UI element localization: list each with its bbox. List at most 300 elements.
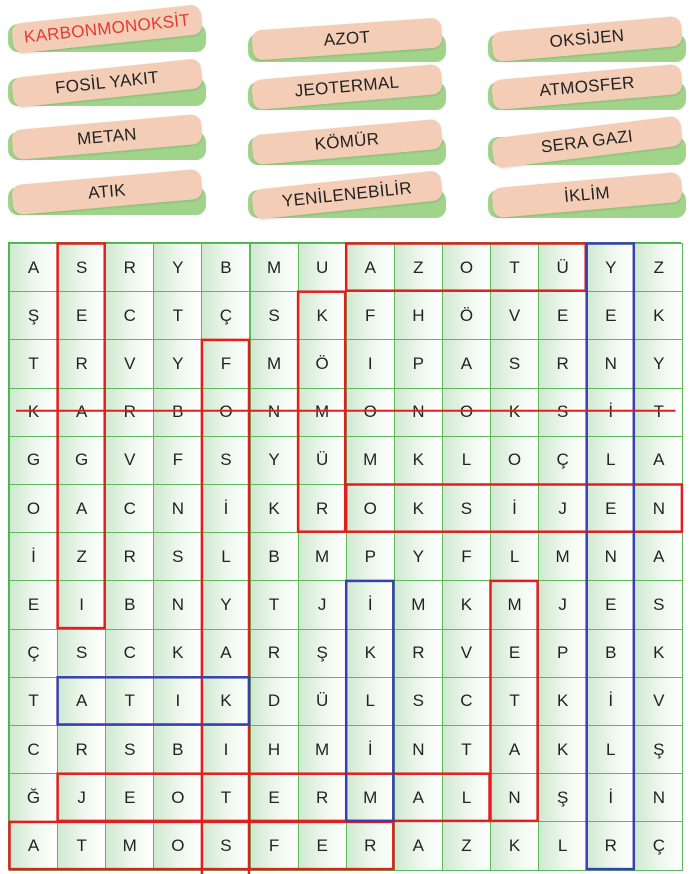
grid-letter: L [606, 450, 616, 470]
grid-cell[interactable] [346, 532, 395, 581]
grid-cell[interactable] [153, 484, 202, 533]
grid-cell[interactable] [586, 243, 635, 292]
grid-cell[interactable] [538, 339, 587, 388]
grid-cell[interactable] [9, 291, 58, 340]
grid-cell[interactable] [57, 821, 106, 870]
grid-cell[interactable] [298, 773, 347, 822]
grid-cell[interactable] [250, 291, 299, 340]
grid-cell[interactable] [105, 821, 154, 870]
grid-letter: O [171, 787, 185, 807]
grid-cell[interactable] [201, 436, 250, 485]
grid-cell[interactable] [442, 388, 491, 437]
grid-letter: R [123, 546, 136, 566]
grid-letter: U [316, 257, 329, 277]
grid-cell[interactable] [586, 677, 635, 726]
grid-cell[interactable] [57, 484, 106, 533]
grid-cell[interactable] [201, 291, 250, 340]
grid-letter: M [315, 739, 330, 759]
word-tag [488, 22, 688, 64]
grid-cell[interactable] [105, 436, 154, 485]
grid-letter: T [653, 402, 665, 422]
grid-letter: R [604, 835, 617, 855]
grid-letter: M [363, 787, 378, 807]
grid-letter: S [75, 643, 88, 663]
grid-letter: E [605, 498, 617, 518]
grid-letter: T [461, 739, 472, 759]
grid-cell[interactable] [153, 532, 202, 581]
grid-cell[interactable] [586, 725, 635, 774]
grid-cell[interactable] [394, 821, 443, 870]
grid-letter: S [75, 257, 88, 277]
grid-letter: Ö [315, 353, 329, 373]
grid-cell[interactable] [442, 291, 491, 340]
grid-cell[interactable] [57, 629, 106, 678]
grid-cell[interactable] [346, 436, 395, 485]
grid-cell[interactable] [394, 677, 443, 726]
grid-cell[interactable] [298, 291, 347, 340]
grid-cell[interactable] [442, 484, 491, 533]
grid-cell[interactable] [346, 677, 395, 726]
grid-letter: B [172, 402, 184, 422]
word-tag [8, 120, 208, 162]
grid-letter: Ğ [26, 787, 41, 807]
grid-cell[interactable] [490, 339, 539, 388]
grid-cell[interactable] [298, 339, 347, 388]
puzzle-grid [8, 242, 681, 869]
grid-cell[interactable] [250, 725, 299, 774]
grid-letter: K [364, 643, 376, 663]
grid-cell[interactable] [201, 484, 250, 533]
grid-cell[interactable] [153, 388, 202, 437]
word-tag-label: ATIK [87, 180, 127, 203]
grid-letter: C [27, 739, 40, 759]
grid-letter: R [316, 787, 329, 807]
grid-letter: A [27, 835, 40, 855]
grid-letter: S [653, 594, 665, 614]
grid-letter: Ç [27, 643, 40, 663]
grid-letter: L [509, 546, 520, 566]
grid-letter: S [268, 305, 280, 325]
grid-letter: N [652, 498, 665, 518]
grid-cell[interactable] [490, 291, 539, 340]
grid-letter: T [268, 594, 280, 614]
grid-cell[interactable] [9, 484, 58, 533]
grid-letter: R [75, 353, 88, 373]
grid-letter: K [508, 835, 521, 855]
grid-cell[interactable] [442, 629, 491, 678]
grid-letter: Ş [27, 305, 40, 325]
grid-letter: E [508, 643, 521, 663]
word-tag-label: KARBONMONOKSİT [23, 10, 191, 47]
grid-letter: O [507, 450, 522, 470]
grid-cell[interactable] [9, 436, 58, 485]
grid-cell[interactable] [57, 580, 106, 629]
grid-letter: C [460, 691, 473, 711]
grid-letter: N [604, 353, 617, 373]
grid-cell[interactable] [298, 484, 347, 533]
grid-letter: B [172, 739, 184, 759]
grid-letter: K [172, 643, 184, 663]
grid-letter: S [220, 450, 232, 470]
grid-cell[interactable] [586, 580, 635, 629]
grid-letter: S [460, 498, 473, 518]
word-tag-label: KÖMÜR [313, 129, 381, 154]
grid-letter: L [461, 787, 472, 807]
grid-cell[interactable] [634, 773, 683, 822]
grid-cell[interactable] [105, 580, 154, 629]
grid-letter: N [604, 546, 617, 566]
grid-cell[interactable] [298, 243, 347, 292]
grid-cell[interactable] [346, 580, 395, 629]
word-tag [8, 175, 208, 217]
grid-cell[interactable] [105, 484, 154, 533]
grid-letter: E [75, 305, 88, 325]
grid-cell[interactable] [57, 725, 106, 774]
grid-cell[interactable] [9, 629, 58, 678]
grid-cell[interactable] [586, 773, 635, 822]
grid-letter: N [171, 594, 184, 614]
grid-letter: İ [367, 594, 373, 614]
grid-cell[interactable] [346, 339, 395, 388]
grid-cell[interactable] [298, 580, 347, 629]
grid-cell[interactable] [250, 484, 299, 533]
grid-cell[interactable] [538, 821, 587, 870]
grid-cell[interactable] [153, 291, 202, 340]
grid-cell[interactable] [250, 243, 299, 292]
grid-cell[interactable] [490, 677, 539, 726]
grid-cell[interactable] [538, 725, 587, 774]
grid-cell[interactable] [298, 629, 347, 678]
grid-cell[interactable] [538, 484, 587, 533]
grid-cell[interactable] [490, 773, 539, 822]
grid-letter: O [26, 498, 41, 518]
grid-cell[interactable] [394, 532, 443, 581]
grid-cell[interactable] [9, 725, 58, 774]
grid-cell[interactable] [394, 436, 443, 485]
grid-letter: İ [223, 498, 229, 518]
grid-cell[interactable] [346, 243, 395, 292]
grid-cell[interactable] [442, 532, 491, 581]
grid-letter: A [653, 546, 665, 566]
grid-cell[interactable] [153, 677, 202, 726]
grid-cell[interactable] [538, 773, 587, 822]
grid-cell[interactable] [250, 629, 299, 678]
grid-cell[interactable] [105, 677, 154, 726]
grid-letter: L [606, 739, 616, 759]
grid-cell[interactable] [538, 629, 587, 678]
grid-letter: O [219, 402, 233, 422]
grid-cell[interactable] [442, 339, 491, 388]
grid-cell[interactable] [586, 629, 635, 678]
grid-letter: İ [608, 402, 614, 422]
grid-cell[interactable] [298, 388, 347, 437]
grid-cell[interactable] [394, 773, 443, 822]
word-tag-label: OKSİJEN [548, 25, 626, 52]
grid-letter: A [460, 353, 473, 373]
grid-letter: I [79, 594, 84, 614]
grid-cell[interactable] [250, 436, 299, 485]
grid-letter: N [652, 787, 665, 807]
grid-letter: H [267, 739, 281, 759]
grid-cell[interactable] [490, 484, 539, 533]
grid-cell[interactable] [634, 821, 683, 870]
grid-cell[interactable] [586, 484, 635, 533]
grid-letter: F [268, 835, 280, 855]
grid-cell[interactable] [9, 339, 58, 388]
grid-cell[interactable] [442, 821, 491, 870]
word-tag-label: SERA GAZI [539, 126, 634, 157]
grid-letter: O [459, 402, 474, 422]
grid-cell[interactable] [250, 677, 299, 726]
grid-letter: Ü [556, 257, 569, 277]
grid-cell[interactable] [346, 291, 395, 340]
grid-cell[interactable] [153, 339, 202, 388]
grid-cell[interactable] [250, 580, 299, 629]
word-tag-label: JEOTERMAL [293, 72, 400, 101]
grid-cell[interactable] [442, 773, 491, 822]
grid-cell[interactable] [586, 339, 635, 388]
grid-cell[interactable] [57, 243, 106, 292]
grid-cell[interactable] [490, 629, 539, 678]
grid-letter: G [75, 450, 89, 470]
grid-cell[interactable] [394, 629, 443, 678]
grid-cell[interactable] [201, 821, 250, 870]
grid-cell[interactable] [634, 291, 683, 340]
grid-cell[interactable] [250, 773, 299, 822]
grid-cell[interactable] [490, 821, 539, 870]
grid-cell[interactable] [105, 629, 154, 678]
grid-cell[interactable] [634, 725, 683, 774]
grid-cell[interactable] [105, 725, 154, 774]
grid-cell[interactable] [442, 436, 491, 485]
grid-letter: L [221, 546, 231, 566]
grid-cell[interactable] [153, 436, 202, 485]
grid-cell[interactable] [9, 532, 58, 581]
grid-cell[interactable] [201, 339, 250, 388]
grid-cell[interactable] [201, 629, 250, 678]
grid-letter: T [28, 691, 39, 711]
grid-cell[interactable] [586, 821, 635, 870]
grid-cell[interactable] [298, 725, 347, 774]
grid-letter: F [220, 353, 232, 373]
grid-letter: M [363, 450, 378, 470]
grid-cell[interactable] [105, 388, 154, 437]
grid-cell[interactable] [105, 339, 154, 388]
word-tag-label: YENİLENEBİLİR [281, 178, 413, 211]
grid-letter: J [558, 498, 567, 518]
grid-letter: K [508, 402, 521, 422]
grid-letter: S [124, 739, 136, 759]
grid-cell[interactable] [490, 725, 539, 774]
grid-letter: Ş [653, 739, 665, 759]
grid-cell[interactable] [442, 725, 491, 774]
grid-cell[interactable] [634, 580, 683, 629]
grid-cell[interactable] [57, 339, 106, 388]
grid-cell[interactable] [153, 725, 202, 774]
grid-cell[interactable] [634, 243, 683, 292]
grid-cell[interactable] [153, 580, 202, 629]
grid-cell[interactable] [105, 243, 154, 292]
grid-cell[interactable] [298, 821, 347, 870]
grid-cell[interactable] [346, 388, 395, 437]
grid-cell[interactable] [153, 773, 202, 822]
grid-letter: B [605, 643, 617, 663]
grid-cell[interactable] [394, 388, 443, 437]
grid-letter: E [556, 305, 569, 325]
grid-letter: V [460, 643, 473, 663]
grid-cell[interactable] [394, 291, 443, 340]
grid-letter: C [123, 498, 136, 518]
grid-cell[interactable] [394, 725, 443, 774]
grid-letter: Ü [316, 450, 329, 470]
grid-letter: K [653, 643, 665, 663]
grid-cell[interactable] [250, 388, 299, 437]
grid-letter: B [220, 257, 232, 277]
grid-cell[interactable] [442, 243, 491, 292]
grid-letter: K [316, 305, 328, 325]
word-list [0, 0, 692, 240]
grid-letter: A [653, 450, 665, 470]
grid-cell[interactable] [57, 291, 106, 340]
grid-cell[interactable] [57, 532, 106, 581]
grid-letter: Y [172, 353, 184, 373]
grid-letter: O [363, 498, 377, 518]
grid-cell[interactable] [538, 532, 587, 581]
grid-cell[interactable] [490, 532, 539, 581]
grid-cell[interactable] [298, 436, 347, 485]
grid-letter: T [124, 691, 135, 711]
grid-cell[interactable] [201, 725, 250, 774]
grid-cell[interactable] [153, 821, 202, 870]
grid-letter: Ç [219, 305, 233, 325]
grid-cell[interactable] [634, 388, 683, 437]
grid-letter: I [175, 691, 181, 711]
grid-cell[interactable] [394, 243, 443, 292]
grid-cell[interactable] [9, 243, 58, 292]
grid-cell[interactable] [634, 677, 683, 726]
grid-letter: L [557, 835, 568, 855]
grid-cell[interactable] [394, 339, 443, 388]
grid-letter: N [267, 402, 281, 422]
grid-cell[interactable] [634, 436, 683, 485]
grid-cell[interactable] [442, 677, 491, 726]
grid-cell[interactable] [538, 243, 587, 292]
grid-letter: Ö [459, 305, 474, 325]
grid-letter: Ç [556, 450, 569, 470]
grid-cell[interactable] [57, 677, 106, 726]
grid-cell[interactable] [250, 532, 299, 581]
grid-letter: E [124, 787, 136, 807]
grid-cell[interactable] [201, 243, 250, 292]
grid-cell[interactable] [586, 291, 635, 340]
grid-cell[interactable] [394, 484, 443, 533]
grid-letter: A [412, 787, 425, 807]
grid-cell[interactable] [9, 773, 58, 822]
grid-letter: K [460, 594, 473, 614]
grid-letter: R [123, 257, 136, 277]
grid-letter: L [365, 691, 375, 711]
grid-letter: R [364, 835, 377, 855]
grid-cell[interactable] [250, 821, 299, 870]
grid-letter: P [364, 546, 376, 566]
grid-letter: R [75, 739, 88, 759]
grid-letter: Y [605, 257, 617, 277]
grid-cell[interactable] [346, 484, 395, 533]
grid-cell[interactable] [9, 580, 58, 629]
grid-cell[interactable] [394, 580, 443, 629]
grid-cell[interactable] [153, 243, 202, 292]
grid-letter: M [266, 257, 282, 277]
grid-cell[interactable] [538, 580, 587, 629]
grid-letter: M [507, 594, 522, 614]
grid-cell[interactable] [346, 725, 395, 774]
grid-cell[interactable] [538, 388, 587, 437]
grid-letter: R [316, 498, 329, 518]
grid-cell[interactable] [201, 532, 250, 581]
grid-cell[interactable] [57, 773, 106, 822]
grid-letter: Ş [556, 787, 569, 807]
grid-letter: N [171, 498, 184, 518]
grid-cell[interactable] [538, 677, 587, 726]
grid-cell[interactable] [538, 291, 587, 340]
grid-letter: Y [653, 353, 665, 373]
grid-letter: F [461, 546, 472, 566]
grid-cell[interactable] [538, 436, 587, 485]
grid-cell[interactable] [346, 821, 395, 870]
grid-letter: Ç [652, 835, 665, 855]
grid-cell[interactable] [153, 629, 202, 678]
grid-cell[interactable] [9, 677, 58, 726]
grid-cell[interactable] [490, 243, 539, 292]
grid-letter: R [123, 402, 136, 422]
grid-cell[interactable] [490, 388, 539, 437]
grid-cell[interactable] [442, 580, 491, 629]
grid-cell[interactable] [105, 773, 154, 822]
grid-cell[interactable] [586, 532, 635, 581]
grid-letter: İ [608, 691, 614, 711]
grid-cell[interactable] [298, 532, 347, 581]
grid-cell[interactable] [105, 291, 154, 340]
grid-cell[interactable] [634, 629, 683, 678]
grid-cell[interactable] [586, 436, 635, 485]
grid-cell[interactable] [250, 339, 299, 388]
grid-cell[interactable] [346, 773, 395, 822]
grid-cell[interactable] [201, 677, 250, 726]
grid-letter: Z [413, 257, 424, 277]
grid-letter: O [459, 257, 474, 277]
grid-cell[interactable] [9, 821, 58, 870]
grid-cell[interactable] [634, 532, 683, 581]
grid-cell[interactable] [105, 532, 154, 581]
word-tag-label: ATMOSFER [538, 72, 636, 101]
grid-cell[interactable] [9, 388, 58, 437]
grid-cell[interactable] [634, 484, 683, 533]
grid-cell[interactable] [201, 388, 250, 437]
grid-cell[interactable] [346, 629, 395, 678]
word-tag [488, 70, 688, 112]
grid-cell[interactable] [490, 436, 539, 485]
grid-letter: Z [653, 257, 665, 277]
grid-cell[interactable] [201, 773, 250, 822]
grid-cell[interactable] [57, 436, 106, 485]
grid-cell[interactable] [57, 388, 106, 437]
grid-cell[interactable] [490, 580, 539, 629]
grid-cell[interactable] [586, 388, 635, 437]
grid-cell[interactable] [201, 580, 250, 629]
grid-cell[interactable] [634, 339, 683, 388]
grid-cell[interactable] [298, 677, 347, 726]
grid-letter: K [556, 691, 569, 711]
